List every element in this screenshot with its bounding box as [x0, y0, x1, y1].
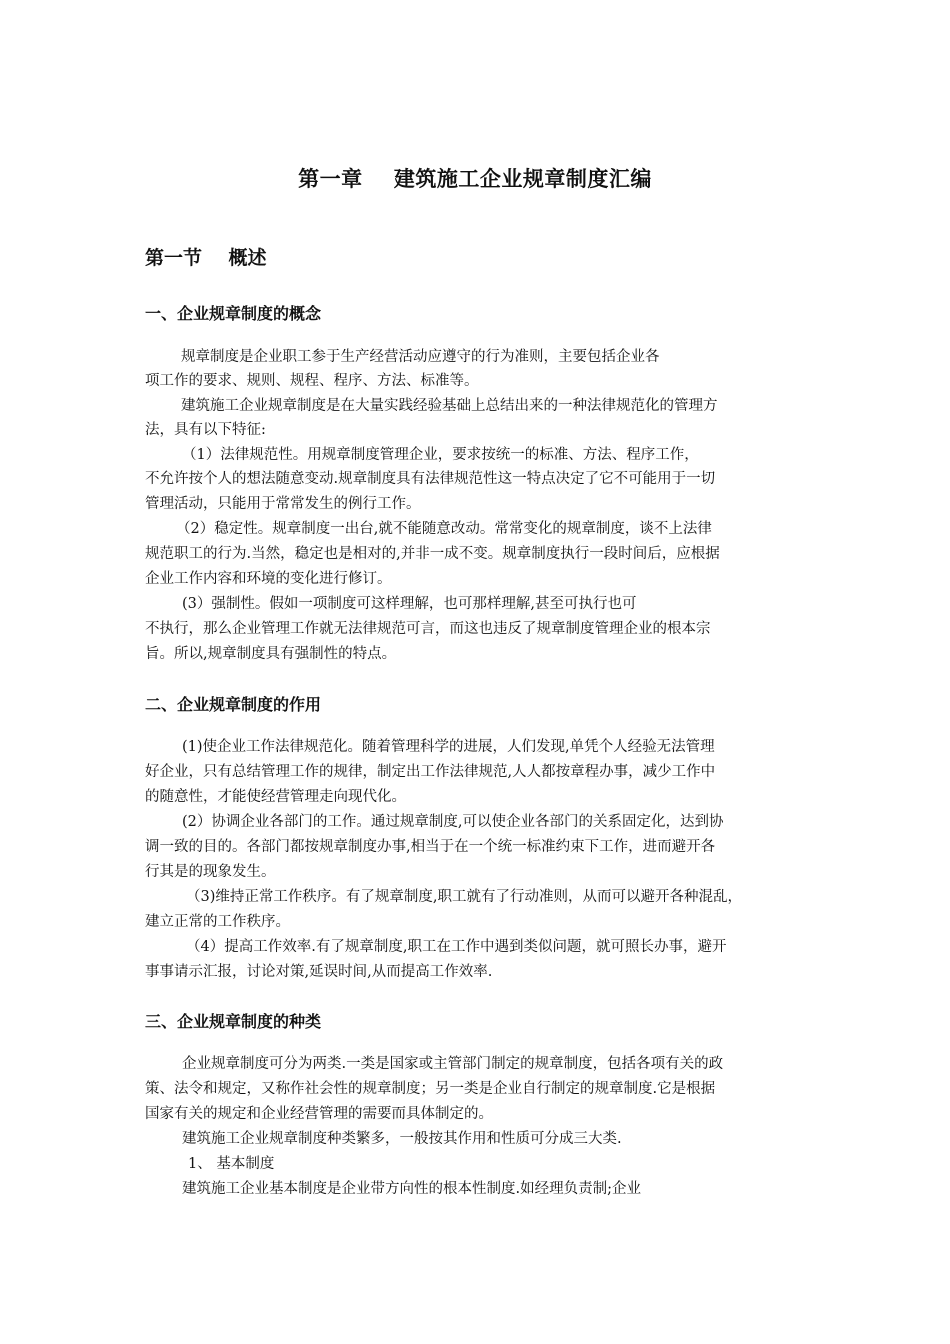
paragraph-line: 建筑施工企业规章制度种类繁多，一般按其作用和性质可分成三大类. [182, 1131, 622, 1147]
paragraph-line: 事事请示汇报，讨论对策,延误时间,从而提高工作效率. [145, 964, 493, 980]
paragraph-line: 企业规章制度可分为两类.一类是国家或主管部门制定的规章制度，包括各项有关的政 [182, 1056, 724, 1072]
paragraph-line: 调一致的目的。各部门都按规章制度办事,相当于在一个统一标准约束下工作，进而避开各 [145, 839, 716, 855]
paragraph-line: 不允许按个人的想法随意变动.规章制度具有法律规范性这一特点决定了它不可能用于一切 [145, 471, 716, 487]
paragraph-line: (2）协调企业各部门的工作。通过规章制度,可以使企业各部门的关系固定化，达到协 [182, 814, 724, 830]
paragraph-line: 国家有关的规定和企业经营管理的需要而具体制定的。 [145, 1106, 493, 1122]
paragraph-line: 企业工作内容和环境的变化进行修订。 [145, 571, 392, 587]
section-title: 第一节 概述 [145, 247, 267, 269]
paragraph-line: 行其是的现象发生。 [145, 864, 276, 880]
paragraph-line: 旨。所以,规章制度具有强制性的特点。 [145, 646, 397, 662]
paragraph-line: 好企业，只有总结管理工作的规律，制定出工作法律规范,人人都按章程办事，减少工作中 [145, 764, 716, 780]
paragraph-line: 不执行，那么企业管理工作就无法律规范可言，而这也违反了规章制度管理企业的根本宗 [145, 621, 711, 637]
paragraph-line: 规章制度是企业职工参于生产经营活动应遵守的行为准则，主要包括企业各 [181, 349, 660, 365]
heading-types: 三、企业规章制度的种类 [145, 1012, 322, 1031]
heading-function: 二、企业规章制度的作用 [145, 695, 322, 714]
paragraph-line: 建筑施工企业规章制度是在大量实践经验基础上总结出来的一种法律规范化的管理方 [181, 398, 718, 414]
paragraph-line: 建筑施工企业基本制度是企业带方向性的根本性制度.如经理负责制;企业 [182, 1181, 641, 1197]
paragraph-line: 策、法令和规定，又称作社会性的规章制度；另一类是企业自行制定的规章制度.它是根据 [145, 1081, 716, 1097]
paragraph-line: 的随意性，才能使经营管理走向现代化。 [145, 789, 406, 805]
paragraph-line: （2）稳定性。规章制度一出台,就不能随意改动。常常变化的规章制度，谈不上法律 [176, 521, 712, 537]
paragraph-line: 管理活动，只能用于常常发生的例行工作。 [145, 496, 421, 512]
paragraph-line: 规范职工的行为.当然，稳定也是相对的,并非一成不变。规章制度执行一段时间后，应根据 [145, 546, 720, 562]
paragraph-line: (1)使企业工作法律规范化。随着管理科学的进展，人们发现,单凭个人经验无法管理 [182, 739, 715, 755]
paragraph-line: （4）提高工作效率.有了规章制度,职工在工作中遇到类似问题，就可照长办事，避开 [186, 939, 727, 955]
paragraph-line: (3）强制性。假如一项制度可这样理解，也可那样理解,甚至可执行也可 [182, 596, 637, 612]
paragraph-line: 法，具有以下特征: [145, 422, 266, 438]
paragraph-line: 项工作的要求、规则、规程、程序、方法、标准等。 [145, 373, 479, 389]
paragraph-line: （3)维持正常工作秩序。有了规章制度,职工就有了行动准则，从而可以避开各种混乱， [186, 889, 742, 905]
paragraph-line: （1）法律规范性。用规章制度管理企业，要求按统一的标准、方法、程序工作， [182, 447, 699, 463]
paragraph-line: 建立正常的工作秩序。 [145, 914, 290, 930]
paragraph-line: 1、 基本制度 [188, 1156, 275, 1172]
heading-concept: 一、企业规章制度的概念 [145, 304, 322, 323]
chapter-title: 第一章 建筑施工企业规章制度汇编 [298, 167, 652, 191]
